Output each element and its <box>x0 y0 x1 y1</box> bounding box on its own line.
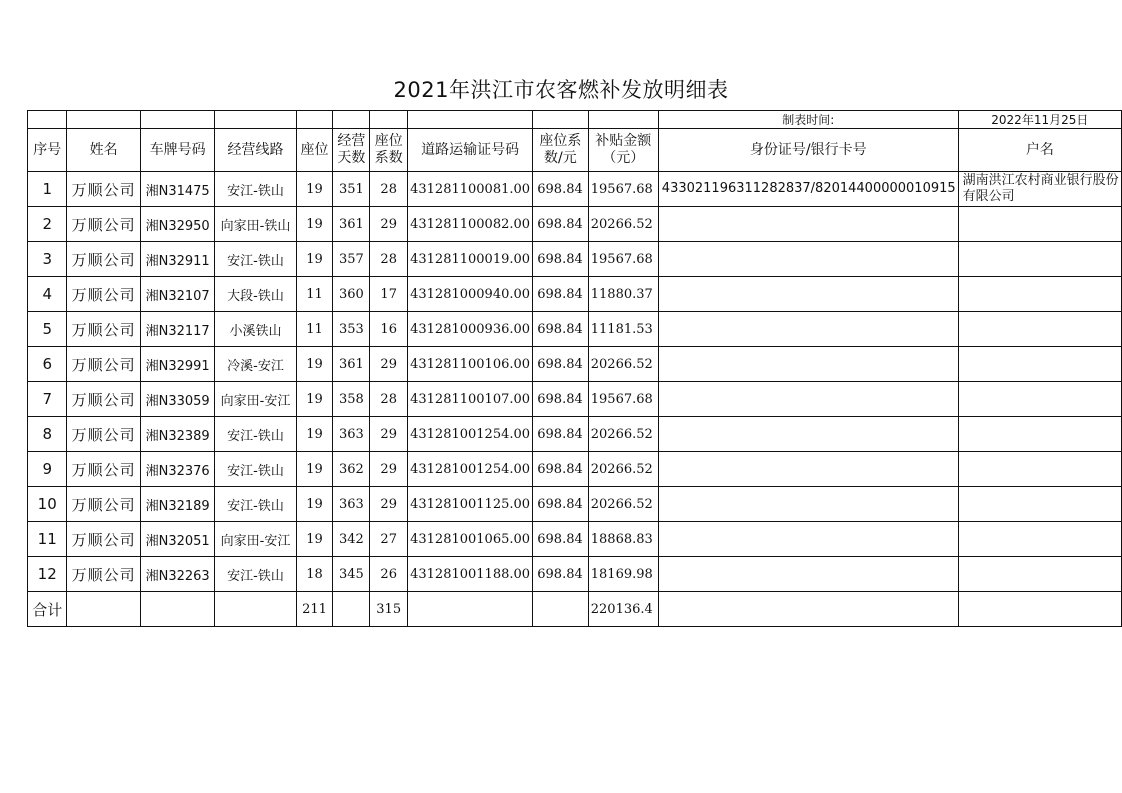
header-amount: 补贴金额（元） <box>588 129 658 172</box>
cell-rate: 698.84 <box>533 417 589 452</box>
cell-rate: 698.84 <box>533 172 589 207</box>
table-row <box>28 557 1122 592</box>
cell-account <box>958 207 1121 242</box>
cell-route: 大段-铁山 <box>215 277 296 312</box>
cell-seq: 8 <box>28 417 67 452</box>
cell-id-bank <box>658 557 958 592</box>
cell-amount: 19567.68 <box>588 172 658 207</box>
cell-permit: 431281100082.00 <box>408 207 533 242</box>
table-row <box>28 172 1122 207</box>
cell-permit: 431281001065.00 <box>408 522 533 557</box>
cell-seat-coef: 16 <box>370 312 408 347</box>
table-row <box>28 312 1122 347</box>
table-row <box>28 417 1122 452</box>
cell-id-bank <box>658 382 958 417</box>
cell-rate: 698.84 <box>533 312 589 347</box>
cell-seq: 12 <box>28 557 67 592</box>
cell-rate: 698.84 <box>533 487 589 522</box>
cell-rate: 698.84 <box>533 382 589 417</box>
cell-route: 安江-铁山 <box>215 172 296 207</box>
cell-name: 万顺公司 <box>67 347 140 382</box>
cell-amount: 20266.52 <box>588 452 658 487</box>
cell-permit: 431281001125.00 <box>408 487 533 522</box>
cell-days: 358 <box>333 382 370 417</box>
table-meta-row <box>28 111 1122 129</box>
cell-plate: 湘N33059 <box>140 382 214 417</box>
cell-name: 万顺公司 <box>67 557 140 592</box>
cell-days: 363 <box>333 487 370 522</box>
header-coef-per: 座位系数/元 <box>533 129 589 172</box>
cell-permit: 431281000940.00 <box>408 277 533 312</box>
cell-days: 362 <box>333 452 370 487</box>
total-label: 合计 <box>28 592 67 627</box>
cell-amount: 20266.52 <box>588 207 658 242</box>
table-header-row <box>28 129 1122 172</box>
header-route: 经营线路 <box>215 129 296 172</box>
cell-amount: 20266.52 <box>588 417 658 452</box>
cell-rate: 698.84 <box>533 452 589 487</box>
table-row <box>28 207 1122 242</box>
cell-seat-coef: 29 <box>370 347 408 382</box>
cell-name: 万顺公司 <box>67 452 140 487</box>
table-row <box>28 242 1122 277</box>
cell-seats: 19 <box>296 207 333 242</box>
cell-route: 安江-铁山 <box>215 242 296 277</box>
table-row <box>28 487 1122 522</box>
cell-amount: 19567.68 <box>588 382 658 417</box>
cell-seats: 11 <box>296 312 333 347</box>
cell-permit: 431281100019.00 <box>408 242 533 277</box>
document-title: 2021年洪江市农客燃补发放明细表 <box>393 78 729 102</box>
cell-route: 向家田-铁山 <box>215 207 296 242</box>
cell-plate: 湘N32263 <box>140 557 214 592</box>
cell-route: 安江-铁山 <box>215 417 296 452</box>
cell-plate: 湘N32376 <box>140 452 214 487</box>
cell-account <box>958 452 1121 487</box>
cell-seq: 1 <box>28 172 67 207</box>
cell-plate: 湘N32107 <box>140 277 214 312</box>
cell-days: 357 <box>333 242 370 277</box>
cell-seat-coef: 29 <box>370 452 408 487</box>
cell-seat-coef: 26 <box>370 557 408 592</box>
total-empty <box>408 592 533 627</box>
cell-permit: 431281001188.00 <box>408 557 533 592</box>
cell-name: 万顺公司 <box>67 522 140 557</box>
cell-seq: 2 <box>28 207 67 242</box>
cell-days: 342 <box>333 522 370 557</box>
date-label: 制表时间: <box>658 111 958 129</box>
header-seat-coef: 座位系数 <box>370 129 408 172</box>
cell-plate: 湘N32189 <box>140 487 214 522</box>
cell-route: 小溪铁山 <box>215 312 296 347</box>
cell-seq: 6 <box>28 347 67 382</box>
cell-name: 万顺公司 <box>67 277 140 312</box>
cell-plate: 湘N32051 <box>140 522 214 557</box>
total-empty <box>333 592 370 627</box>
cell-id-bank <box>658 312 958 347</box>
cell-account <box>958 242 1121 277</box>
total-amount: 220136.4 <box>588 592 658 627</box>
cell-account: 湖南洪江农村商业银行股份有限公司 <box>958 172 1121 207</box>
cell-rate: 698.84 <box>533 207 589 242</box>
cell-seats: 19 <box>296 172 333 207</box>
total-empty <box>958 592 1121 627</box>
date-value: 2022年11月25日 <box>958 111 1121 129</box>
cell-seats: 19 <box>296 382 333 417</box>
header-days: 经营天数 <box>333 129 370 172</box>
cell-seq: 10 <box>28 487 67 522</box>
cell-amount: 18169.98 <box>588 557 658 592</box>
cell-seats: 19 <box>296 487 333 522</box>
cell-route: 安江-铁山 <box>215 487 296 522</box>
cell-permit: 431281000936.00 <box>408 312 533 347</box>
total-empty <box>140 592 214 627</box>
cell-seat-coef: 28 <box>370 382 408 417</box>
cell-days: 363 <box>333 417 370 452</box>
cell-seats: 19 <box>296 347 333 382</box>
header-id-bank: 身份证号/银行卡号 <box>658 129 958 172</box>
header-name: 姓名 <box>67 129 140 172</box>
cell-rate: 698.84 <box>533 347 589 382</box>
cell-days: 351 <box>333 172 370 207</box>
cell-id-bank <box>658 277 958 312</box>
cell-seats: 11 <box>296 277 333 312</box>
cell-seat-coef: 29 <box>370 207 408 242</box>
cell-account <box>958 382 1121 417</box>
cell-seats: 19 <box>296 417 333 452</box>
cell-seq: 9 <box>28 452 67 487</box>
cell-seat-coef: 29 <box>370 487 408 522</box>
cell-plate: 湘N32950 <box>140 207 214 242</box>
cell-seat-coef: 27 <box>370 522 408 557</box>
cell-seats: 19 <box>296 242 333 277</box>
cell-id-bank <box>658 487 958 522</box>
cell-name: 万顺公司 <box>67 487 140 522</box>
cell-amount: 19567.68 <box>588 242 658 277</box>
cell-id-bank <box>658 452 958 487</box>
cell-plate: 湘N31475 <box>140 172 214 207</box>
cell-plate: 湘N32991 <box>140 347 214 382</box>
header-plate: 车牌号码 <box>140 129 214 172</box>
cell-name: 万顺公司 <box>67 382 140 417</box>
cell-rate: 698.84 <box>533 242 589 277</box>
cell-amount: 20266.52 <box>588 347 658 382</box>
cell-name: 万顺公司 <box>67 312 140 347</box>
cell-id-bank <box>658 207 958 242</box>
cell-seq: 11 <box>28 522 67 557</box>
header-seats: 座位 <box>296 129 333 172</box>
cell-account <box>958 557 1121 592</box>
cell-seq: 5 <box>28 312 67 347</box>
cell-seats: 19 <box>296 522 333 557</box>
cell-rate: 698.84 <box>533 277 589 312</box>
total-seat-coef: 315 <box>370 592 408 627</box>
header-seq: 序号 <box>28 129 67 172</box>
table-row <box>28 277 1122 312</box>
cell-seq: 4 <box>28 277 67 312</box>
header-permit: 道路运输证号码 <box>408 129 533 172</box>
cell-amount: 20266.52 <box>588 487 658 522</box>
table-row <box>28 522 1122 557</box>
table-row <box>28 452 1122 487</box>
cell-permit: 431281001254.00 <box>408 452 533 487</box>
cell-days: 360 <box>333 277 370 312</box>
cell-route: 向家田-安江 <box>215 522 296 557</box>
total-empty <box>215 592 296 627</box>
cell-permit: 431281100107.00 <box>408 382 533 417</box>
cell-days: 345 <box>333 557 370 592</box>
cell-account <box>958 487 1121 522</box>
cell-plate: 湘N32117 <box>140 312 214 347</box>
cell-name: 万顺公司 <box>67 172 140 207</box>
cell-route: 冷溪-安江 <box>215 347 296 382</box>
cell-plate: 湘N32911 <box>140 242 214 277</box>
cell-seat-coef: 28 <box>370 172 408 207</box>
cell-seq: 3 <box>28 242 67 277</box>
cell-seat-coef: 29 <box>370 417 408 452</box>
subsidy-table <box>27 110 1122 627</box>
cell-seats: 18 <box>296 557 333 592</box>
cell-id-bank: 433021196311282837/82014400000010915 <box>658 172 958 207</box>
cell-account <box>958 417 1121 452</box>
cell-route: 向家田-安江 <box>215 382 296 417</box>
cell-id-bank <box>658 347 958 382</box>
cell-id-bank <box>658 242 958 277</box>
cell-account <box>958 522 1121 557</box>
cell-amount: 11181.53 <box>588 312 658 347</box>
cell-account <box>958 312 1121 347</box>
cell-rate: 698.84 <box>533 522 589 557</box>
cell-route: 安江-铁山 <box>215 557 296 592</box>
cell-amount: 11880.37 <box>588 277 658 312</box>
cell-name: 万顺公司 <box>67 417 140 452</box>
cell-seq: 7 <box>28 382 67 417</box>
cell-name: 万顺公司 <box>67 207 140 242</box>
cell-route: 安江-铁山 <box>215 452 296 487</box>
cell-account <box>958 347 1121 382</box>
cell-amount: 18868.83 <box>588 522 658 557</box>
table-total-row <box>28 592 1122 627</box>
cell-permit: 431281100081.00 <box>408 172 533 207</box>
cell-days: 353 <box>333 312 370 347</box>
cell-permit: 431281001254.00 <box>408 417 533 452</box>
cell-account <box>958 277 1121 312</box>
cell-seat-coef: 17 <box>370 277 408 312</box>
cell-permit: 431281100106.00 <box>408 347 533 382</box>
table-row <box>28 382 1122 417</box>
table-row <box>28 347 1122 382</box>
total-empty <box>658 592 958 627</box>
cell-seats: 19 <box>296 452 333 487</box>
total-empty <box>533 592 589 627</box>
cell-id-bank <box>658 522 958 557</box>
cell-rate: 698.84 <box>533 557 589 592</box>
cell-id-bank <box>658 417 958 452</box>
cell-plate: 湘N32389 <box>140 417 214 452</box>
cell-name: 万顺公司 <box>67 242 140 277</box>
total-seats: 211 <box>296 592 333 627</box>
cell-days: 361 <box>333 207 370 242</box>
total-empty <box>67 592 140 627</box>
header-account: 户名 <box>958 129 1121 172</box>
cell-seat-coef: 28 <box>370 242 408 277</box>
cell-days: 361 <box>333 347 370 382</box>
